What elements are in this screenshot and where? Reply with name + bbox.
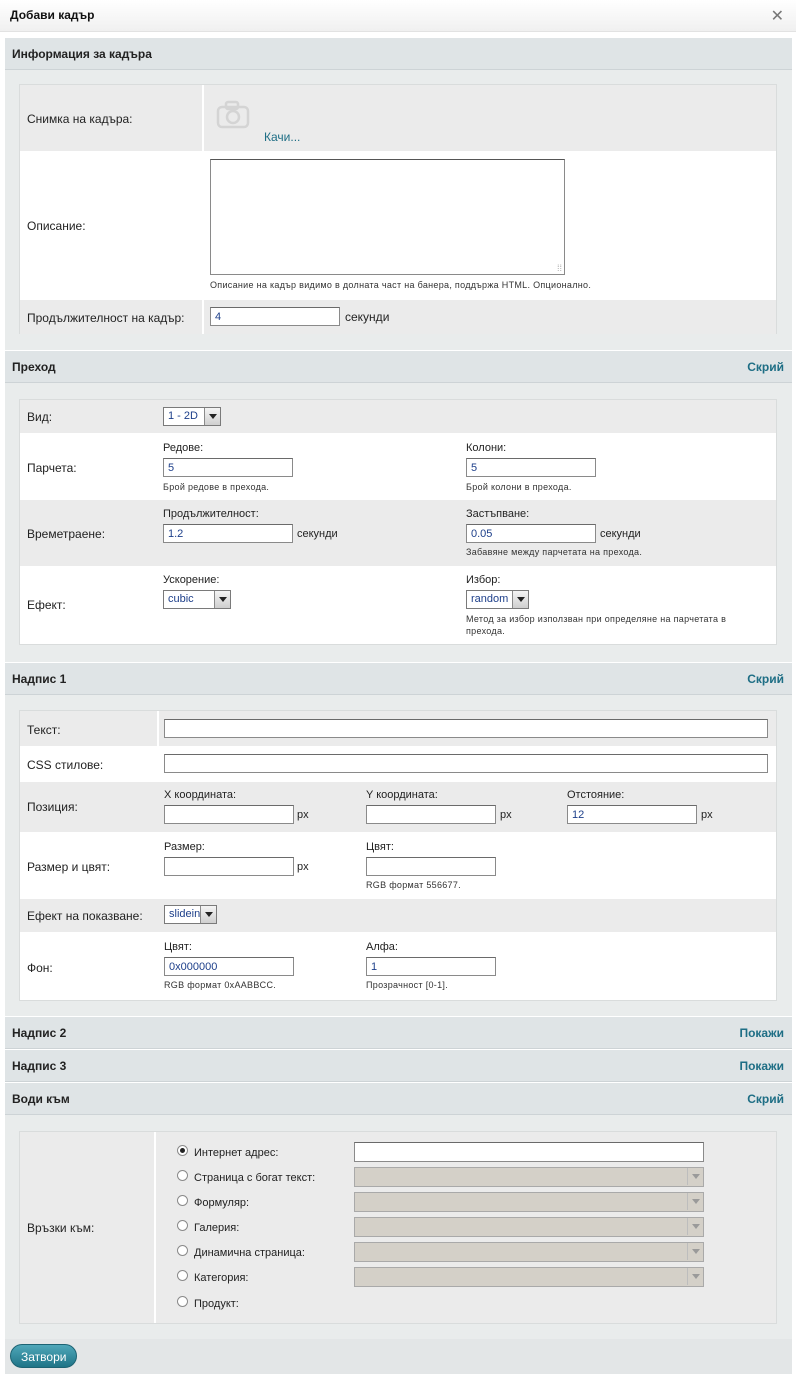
delay-hint: Забавяне между парчетата на прехода. (466, 547, 643, 557)
bg-color-hint: RGB формат 0xAABBCC. (164, 980, 277, 990)
section-title: Надпис 3 (12, 1059, 67, 1073)
transition-duration-label: Продължителност: (163, 508, 259, 520)
px-unit: px (500, 809, 512, 821)
radio-rich-text[interactable] (177, 1170, 188, 1181)
section-title: Преход (12, 360, 56, 374)
duration-unit: секунди (345, 310, 390, 324)
effect-label: Ефект: (27, 598, 66, 612)
url-input[interactable] (354, 1142, 704, 1162)
size-color-row (20, 832, 776, 899)
dialog-title: Добави кадър (10, 8, 95, 22)
selection-hint-line2: прехода. (466, 626, 506, 636)
caption-text-input[interactable] (164, 719, 768, 738)
cols-hint: Брой колони в прехода. (466, 482, 572, 492)
css-styles-input[interactable] (164, 754, 768, 773)
x-coord-label: X координата: (164, 789, 237, 801)
selection-hint-line1: Метод за избор използван при определяне на парчетата в (466, 614, 727, 624)
show-effect-label: Ефект на показване: (27, 909, 143, 923)
chevron-down-icon[interactable] (687, 1243, 703, 1260)
chevron-down-icon[interactable] (687, 1218, 703, 1235)
camera-icon (216, 99, 250, 129)
y-coord-input[interactable] (366, 805, 496, 824)
rows-hint: Брой редове в прехода. (163, 482, 270, 492)
caption1-panel (19, 710, 777, 1001)
photo-label: Снимка на кадъра: (27, 112, 133, 126)
radio-gallery[interactable] (177, 1220, 188, 1231)
alpha-hint: Прозрачност [0-1]. (366, 980, 449, 990)
y-coord-label: Y координата: (366, 789, 438, 801)
transition-type-select[interactable] (163, 407, 221, 426)
dialog-titlebar (0, 0, 796, 32)
type-row (20, 400, 776, 433)
color-input[interactable] (366, 857, 496, 876)
radio-dynamic-page[interactable] (177, 1245, 188, 1256)
chevron-down-icon[interactable] (687, 1193, 703, 1210)
cols-label: Колони: (466, 442, 507, 454)
upload-link[interactable]: Качи... (264, 130, 301, 144)
pieces-row (20, 433, 776, 500)
section-title: Води към (12, 1092, 70, 1106)
option-dynamic-page-label: Динамична страница: (194, 1247, 305, 1259)
color-label: Цвят: (366, 841, 394, 853)
type-label: Вид: (27, 410, 53, 424)
pieces-label: Парчета: (27, 461, 77, 475)
category-select[interactable] (354, 1267, 704, 1287)
close-button[interactable]: Затвори (10, 1344, 77, 1368)
option-product-label: Продукт: (194, 1298, 239, 1310)
select-value: 1 - 2D (168, 410, 198, 422)
css-row (20, 746, 776, 782)
chevron-down-icon[interactable] (687, 1268, 703, 1285)
select-value: slidein (169, 908, 201, 920)
selection-select[interactable] (466, 590, 529, 609)
select-value: random (471, 593, 509, 605)
caption1-toggle-link[interactable]: Скрий (747, 672, 784, 686)
px-unit: px (297, 809, 309, 821)
color-hint: RGB формат 556677. (366, 880, 461, 890)
px-unit: px (701, 809, 713, 821)
dynamic-page-select[interactable] (354, 1242, 704, 1262)
radio-category[interactable] (177, 1270, 188, 1281)
resize-grip-icon[interactable]: ⁞⁞ (556, 263, 562, 273)
size-color-label: Размер и цвят: (27, 860, 111, 874)
chevron-down-icon[interactable] (204, 408, 220, 425)
description-textarea[interactable] (210, 159, 565, 275)
background-row (20, 932, 776, 1000)
px-unit: px (297, 861, 309, 873)
description-hint: Описание на кадър видимо в долната част на банера, поддържа HTML. Опционално. (210, 280, 592, 290)
frame-info-panel (19, 84, 777, 334)
option-rich-text-label: Страница с богат текст: (194, 1172, 316, 1184)
radio-product[interactable] (177, 1296, 188, 1307)
option-gallery-label: Галерия: (194, 1222, 240, 1234)
alpha-input[interactable]: 1 (366, 957, 496, 976)
size-label: Размер: (164, 841, 205, 853)
x-coord-input[interactable] (164, 805, 294, 824)
duration-label: Продължителност на кадър: (27, 311, 185, 325)
delay-unit: секунди (600, 528, 641, 540)
option-category-label: Категория: (194, 1272, 249, 1284)
section-caption3 (5, 1049, 792, 1082)
transition-duration-input[interactable]: 1.2 (163, 524, 293, 543)
chevron-down-icon[interactable] (214, 591, 230, 608)
photo-row (20, 85, 776, 151)
links-panel (19, 1131, 777, 1324)
bg-color-label: Цвят: (164, 941, 192, 953)
chevron-down-icon[interactable] (200, 906, 216, 923)
bg-color-input[interactable]: 0x000000 (164, 957, 294, 976)
delay-input[interactable]: 0.05 (466, 524, 596, 543)
text-label: Текст: (27, 723, 61, 737)
selection-label: Избор: (466, 574, 501, 586)
gallery-select[interactable] (354, 1217, 704, 1237)
cols-input[interactable]: 5 (466, 458, 596, 477)
show-effect-select[interactable] (164, 905, 217, 924)
chevron-down-icon[interactable] (512, 591, 528, 608)
links-toggle-link[interactable]: Скрий (747, 1092, 784, 1106)
close-icon[interactable]: ✕ (770, 8, 784, 25)
effect-row (20, 566, 776, 644)
caption3-toggle-link[interactable]: Покажи (739, 1059, 784, 1073)
radio-form[interactable] (177, 1195, 188, 1206)
section-caption1 (5, 662, 792, 695)
option-url-label: Интернет адрес: (194, 1147, 279, 1159)
text-row (20, 711, 776, 746)
option-form-label: Формуляр: (194, 1197, 250, 1209)
position-label: Позиция: (27, 800, 78, 814)
section-links (5, 1082, 792, 1115)
offset-label: Отстояние: (567, 789, 625, 801)
timing-row (20, 500, 776, 566)
offset-input[interactable]: 12 (567, 805, 697, 824)
show-effect-row (20, 899, 776, 932)
css-label: CSS стилове: (27, 758, 104, 772)
section-frame-info (5, 37, 792, 70)
links-label: Връзки към: (27, 1221, 95, 1235)
transition-duration-unit: секунди (297, 528, 338, 540)
rows-label: Редове: (163, 442, 204, 454)
dialog-body (5, 37, 792, 1374)
duration-row (20, 300, 776, 334)
transition-panel (19, 399, 777, 645)
select-value: cubic (168, 593, 194, 605)
easing-select[interactable] (163, 590, 231, 609)
frame-duration-input[interactable]: 4 (210, 307, 340, 326)
section-title: Надпис 2 (12, 1026, 67, 1040)
rich-text-select[interactable] (354, 1167, 704, 1187)
radio-url[interactable] (177, 1145, 188, 1156)
alpha-label: Алфа: (366, 941, 398, 953)
section-caption2 (5, 1016, 792, 1049)
dialog-footer (5, 1339, 792, 1374)
background-label: Фон: (27, 961, 53, 975)
section-title: Надпис 1 (12, 672, 67, 686)
position-row (20, 782, 776, 832)
caption2-toggle-link[interactable]: Покажи (739, 1026, 784, 1040)
section-transition (5, 350, 792, 383)
rows-input[interactable]: 5 (163, 458, 293, 477)
timing-label: Времетраене: (27, 527, 106, 541)
section-title: Информация за кадъра (12, 47, 152, 61)
easing-label: Ускорение: (163, 574, 220, 586)
size-input[interactable] (164, 857, 294, 876)
transition-toggle-link[interactable]: Скрий (747, 360, 784, 374)
form-select[interactable] (354, 1192, 704, 1212)
chevron-down-icon[interactable] (687, 1168, 703, 1185)
delay-label: Застъпване: (466, 508, 530, 520)
description-row (20, 151, 776, 300)
description-label: Описание: (27, 219, 86, 233)
